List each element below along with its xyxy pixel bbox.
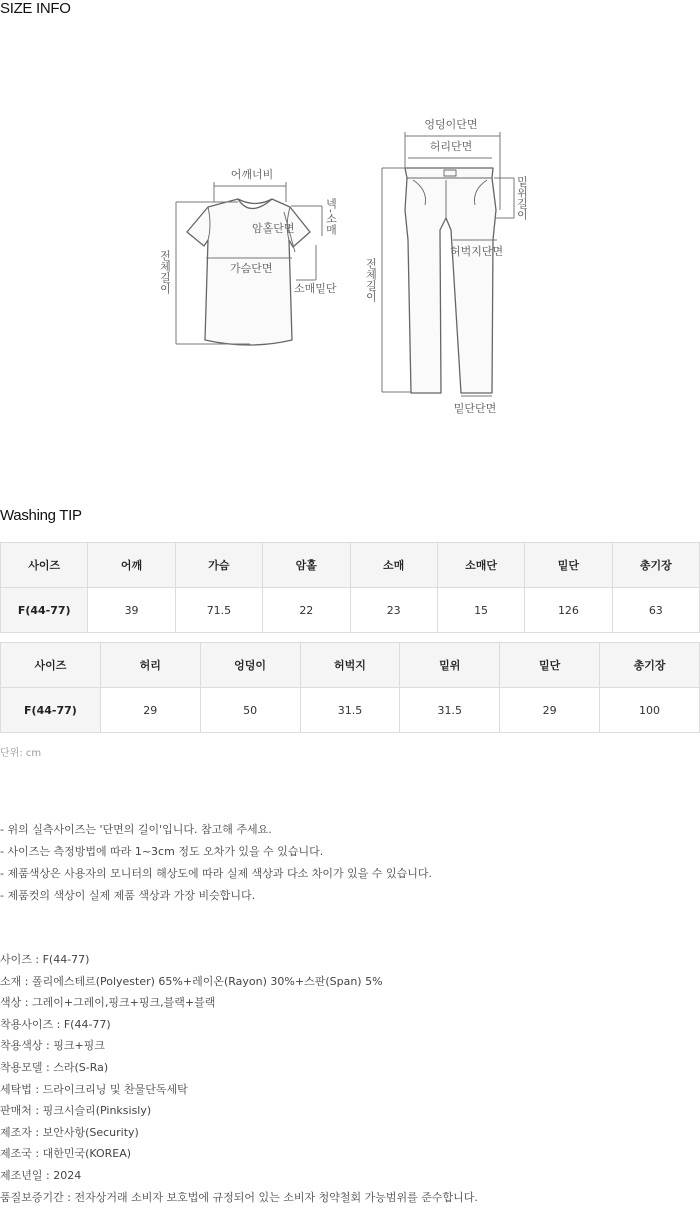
label-shoulder: 어깨너비 [230, 168, 274, 181]
table-header: 엉덩이 [200, 643, 300, 688]
label-chest: 가슴단면 [230, 262, 273, 275]
info-item: 착용모델 : 스라(S-Ra) [0, 1060, 109, 1074]
table-header: 암홀 [263, 543, 350, 588]
table-header: 사이즈 [1, 643, 101, 688]
label-armhole: 암홀단면 [252, 222, 295, 235]
table-header: 소매단 [437, 543, 524, 588]
table-cell: 15 [437, 588, 524, 633]
info-item: 색상 : 그레이+그레이,핑크+핑크,블랙+블랙 [0, 996, 216, 1010]
label-pants-total-length: 전체길이 [364, 258, 378, 302]
table-header-row [1, 543, 700, 588]
table-row [1, 588, 700, 633]
table-cell: F(44-77) [1, 688, 101, 733]
info-item: 세탁법 : 드라이크리닝 및 찬물단독세탁 [0, 1082, 188, 1096]
table-cell: 100 [600, 688, 700, 733]
table-header: 사이즈 [1, 543, 88, 588]
label-tshirt-total-length: 전체길이 [158, 250, 172, 294]
label-hip: 엉덩이단면 [424, 118, 478, 131]
measurement-illustration [0, 100, 700, 440]
top-size-table [0, 542, 700, 633]
table-header: 밑단 [525, 543, 612, 588]
size-diagram [0, 100, 700, 440]
table-header: 어깨 [88, 543, 175, 588]
size-info-title: SIZE INFO [0, 0, 71, 17]
label-waist: 허리단면 [429, 140, 473, 153]
table-header: 허벅지 [300, 643, 400, 688]
note-item: - 위의 실측사이즈는 '단면의 길이'입니다. 참고해 주세요. [0, 823, 272, 836]
bottom-size-table [0, 642, 700, 733]
table-cell: 22 [263, 588, 350, 633]
note-item: - 제품컷의 색상이 실제 제품 색상과 가장 비슷합니다. [0, 889, 256, 902]
info-item: 착용사이즈 : F(44-77) [0, 1017, 111, 1031]
info-item: 품질보증기간 : 전자상거래 소비자 보호법에 규정되어 있는 소비자 청약철회 가능범위를 준수합니다. [0, 1190, 478, 1204]
info-item: 제조국 : 대한민국(KOREA) [0, 1147, 132, 1161]
info-item: 제조년일 : 2024 [0, 1168, 82, 1182]
label-thigh: 허벅지단면 [450, 245, 504, 258]
table-cell: 126 [525, 588, 612, 633]
size-notes [0, 822, 432, 910]
info-item: 사이즈 : F(44-77) [0, 953, 90, 966]
table-row [1, 688, 700, 733]
info-item: 소재 : 폴리에스테르(Polyester) 65%+레이온(Rayon) 30%+스판(Span) 5% [0, 974, 383, 988]
note-item: - 사이즈는 측정방법에 따라 1~3cm 정도 오차가 있을 수 있습니다. [0, 845, 324, 858]
pants-illustration [405, 168, 496, 393]
label-hem: 밑단단면 [453, 402, 497, 415]
table-header: 소매 [350, 543, 437, 588]
unit-note: 단위: cm [0, 748, 42, 759]
table-cell: 31.5 [400, 688, 500, 733]
table-cell: F(44-77) [1, 588, 88, 633]
washing-tip-title: Washing TIP [0, 507, 82, 524]
info-item: 판매처 : 핑크시슬리(Pinksisly) [0, 1104, 152, 1118]
label-sleeve-hem: 소매밑단 [294, 282, 337, 295]
table-cell: 31.5 [300, 688, 400, 733]
table-header-row [1, 643, 700, 688]
table-header: 가슴 [175, 543, 262, 588]
label-neck-sleeve: 넥-소매 [324, 198, 338, 235]
label-rise: 밑위길이 [515, 176, 529, 220]
info-item: 착용색상 : 핑크+핑크 [0, 1039, 105, 1053]
table-header: 총기장 [600, 643, 700, 688]
table-cell: 71.5 [175, 588, 262, 633]
table-cell: 23 [350, 588, 437, 633]
table-header: 총기장 [612, 543, 699, 588]
table-cell: 50 [200, 688, 300, 733]
table-cell: 63 [612, 588, 699, 633]
table-header: 밑단 [500, 643, 600, 688]
table-header: 밑위 [400, 643, 500, 688]
table-cell: 29 [500, 688, 600, 733]
info-item: 제조자 : 보안사항(Security) [0, 1125, 139, 1139]
table-cell: 39 [88, 588, 175, 633]
product-info-list [0, 952, 478, 1211]
table-header: 허리 [100, 643, 200, 688]
note-item: - 제품색상은 사용자의 모니터의 해상도에 따라 실제 색상과 다소 차이가 있을 수 있습니다. [0, 867, 432, 880]
table-cell: 29 [100, 688, 200, 733]
